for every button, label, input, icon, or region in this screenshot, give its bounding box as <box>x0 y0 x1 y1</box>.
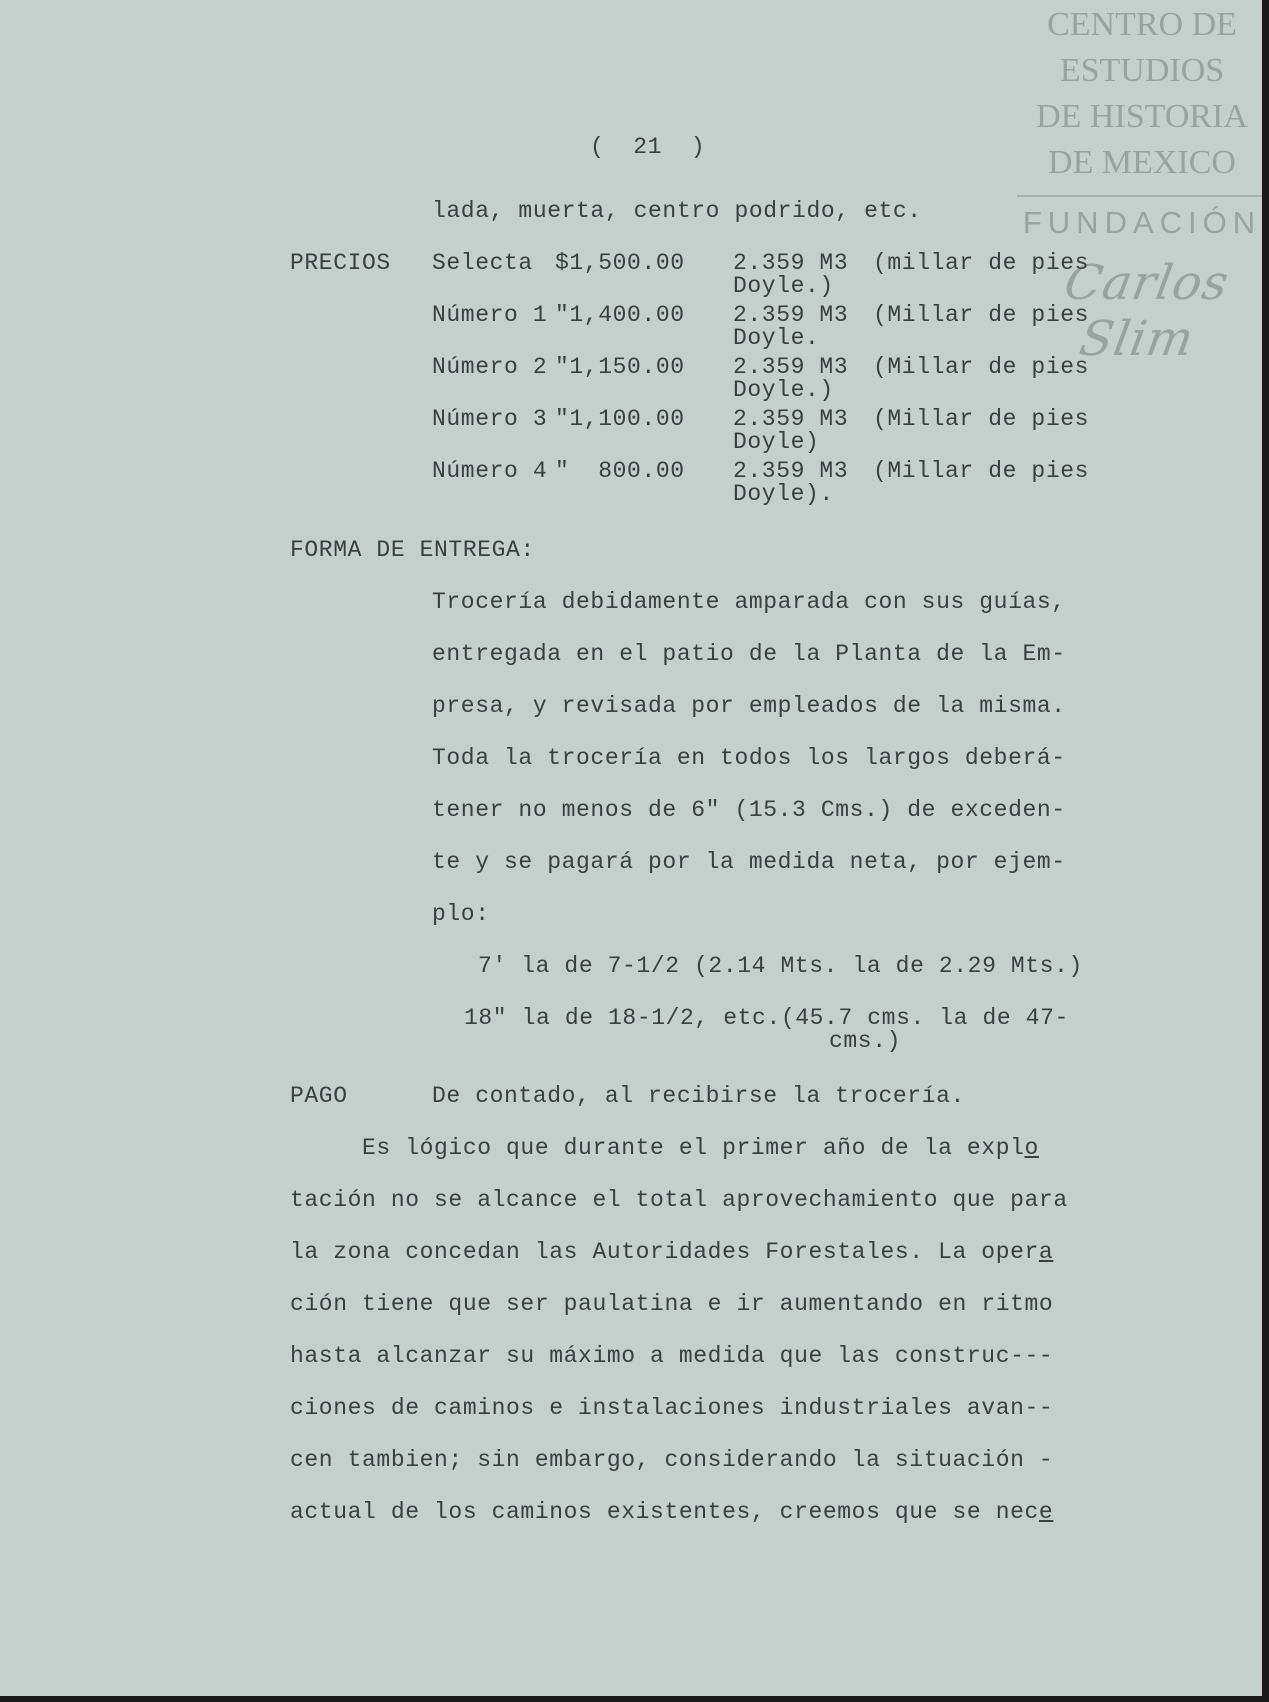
watermark-line: ESTUDIOS <box>1059 52 1225 89</box>
price-value: "1,400.00 <box>555 302 685 328</box>
price-unit: 2.359 M3 <box>733 250 849 276</box>
price-note-cont: Doyle) <box>733 429 820 455</box>
entrega-line: entregada en el patio de la Planta de la Em- <box>432 641 1066 667</box>
price-grade: Número 3 <box>432 406 548 432</box>
watermark-divider <box>1017 195 1262 197</box>
paragraph-line <box>290 1499 1053 1526</box>
price-grade: Número 1 <box>432 302 548 328</box>
entrega-line: Toda la trocería en todos los largos deberá- <box>432 745 1066 771</box>
watermark-line: CENTRO DE <box>1047 6 1237 43</box>
price-note: (Millar de pies <box>873 354 1090 380</box>
price-value: "1,150.00 <box>555 354 685 380</box>
line-text: tación no se alcance el total aprovechamiento que para <box>290 1187 1068 1213</box>
price-note-cont: Doyle. <box>733 325 820 351</box>
watermark-line: DE HISTORIA <box>1036 98 1248 135</box>
price-value: $1,500.00 <box>555 250 685 276</box>
pago-label: PAGO <box>290 1083 348 1109</box>
entrega-example-cont: cms.) <box>829 1028 902 1054</box>
price-value: " 800.00 <box>555 458 685 484</box>
paragraph-line <box>290 1239 1053 1266</box>
paragraph-line <box>290 1343 1053 1370</box>
line-text: ción tiene que ser paulatina e ir aumentando en ritmo <box>290 1291 1054 1317</box>
entrega-label: FORMA DE ENTREGA: <box>290 537 535 563</box>
entrega-example: 18" la de 18-1/2, etc.(45.7 cms. la de 47- <box>464 1005 1069 1031</box>
price-note-cont: Doyle.) <box>733 377 834 403</box>
line-tail: a <box>1038 1239 1054 1265</box>
entrega-line: Trocería debidamente amparada con sus guías, <box>432 589 1066 615</box>
paragraph-line <box>290 1187 1068 1214</box>
watermark-signature: Carlos Slim <box>1060 255 1234 367</box>
paragraph-line <box>290 1291 1053 1318</box>
price-note: (Millar de pies <box>873 302 1090 328</box>
price-unit: 2.359 M3 <box>733 302 849 328</box>
entrega-line: plo: <box>432 901 490 927</box>
watermark-line: DE MEXICO <box>1048 144 1236 181</box>
price-grade: Selecta <box>432 250 533 276</box>
paragraph-line <box>290 1395 1053 1422</box>
page-number: ( 21 ) <box>590 134 706 160</box>
price-value: "1,100.00 <box>555 406 685 432</box>
price-unit: 2.359 M3 <box>733 458 849 484</box>
line-text: ciones de caminos e instalaciones industriales avan-- <box>290 1395 1054 1421</box>
price-unit: 2.359 M3 <box>733 406 849 432</box>
entrega-line: tener no menos de 6" (15.3 Cms.) de exceden- <box>432 797 1066 823</box>
line-tail: o <box>1024 1135 1039 1161</box>
entrega-example: 7' la de 7-1/2 (2.14 Mts. la de 2.29 Mts.) <box>478 953 1083 979</box>
pago-text: De contado, al recibirse la trocería. <box>432 1083 965 1109</box>
price-note: (Millar de pies <box>873 406 1090 432</box>
price-note-cont: Doyle). <box>733 481 834 507</box>
price-grade: Número 4 <box>432 458 548 484</box>
line-tail: e <box>1038 1499 1054 1525</box>
line-text: actual de los caminos existentes, creemos que se nec <box>290 1499 1039 1525</box>
paragraph-line <box>290 1447 1053 1474</box>
price-note: (millar de pies <box>873 250 1090 276</box>
entrega-line: presa, y revisada por empleados de la misma. <box>432 693 1066 719</box>
price-unit: 2.359 M3 <box>733 354 849 380</box>
watermark-foundation: FUNDACIÓN <box>1022 205 1262 240</box>
price-grade: Número 2 <box>432 354 548 380</box>
paragraph-line <box>290 1135 1039 1162</box>
price-note: (Millar de pies <box>873 458 1090 484</box>
watermark-org <box>1022 2 1262 186</box>
line-text: Es lógico que durante el primer año de la expl <box>290 1135 1025 1161</box>
entrega-line: te y se pagará por la medida neta, por ejem- <box>432 849 1066 875</box>
precios-label: PRECIOS <box>290 250 391 276</box>
line-text: la zona concedan las Autoridades Forestales. La oper <box>290 1239 1039 1265</box>
intro-line: lada, muerta, centro podrido, etc. <box>432 198 922 224</box>
price-note-cont: Doyle.) <box>733 273 834 299</box>
line-text: cen tambien; sin embargo, considerando la situación - <box>290 1447 1054 1473</box>
line-text: hasta alcanzar su máximo a medida que las construc--- <box>290 1343 1054 1369</box>
